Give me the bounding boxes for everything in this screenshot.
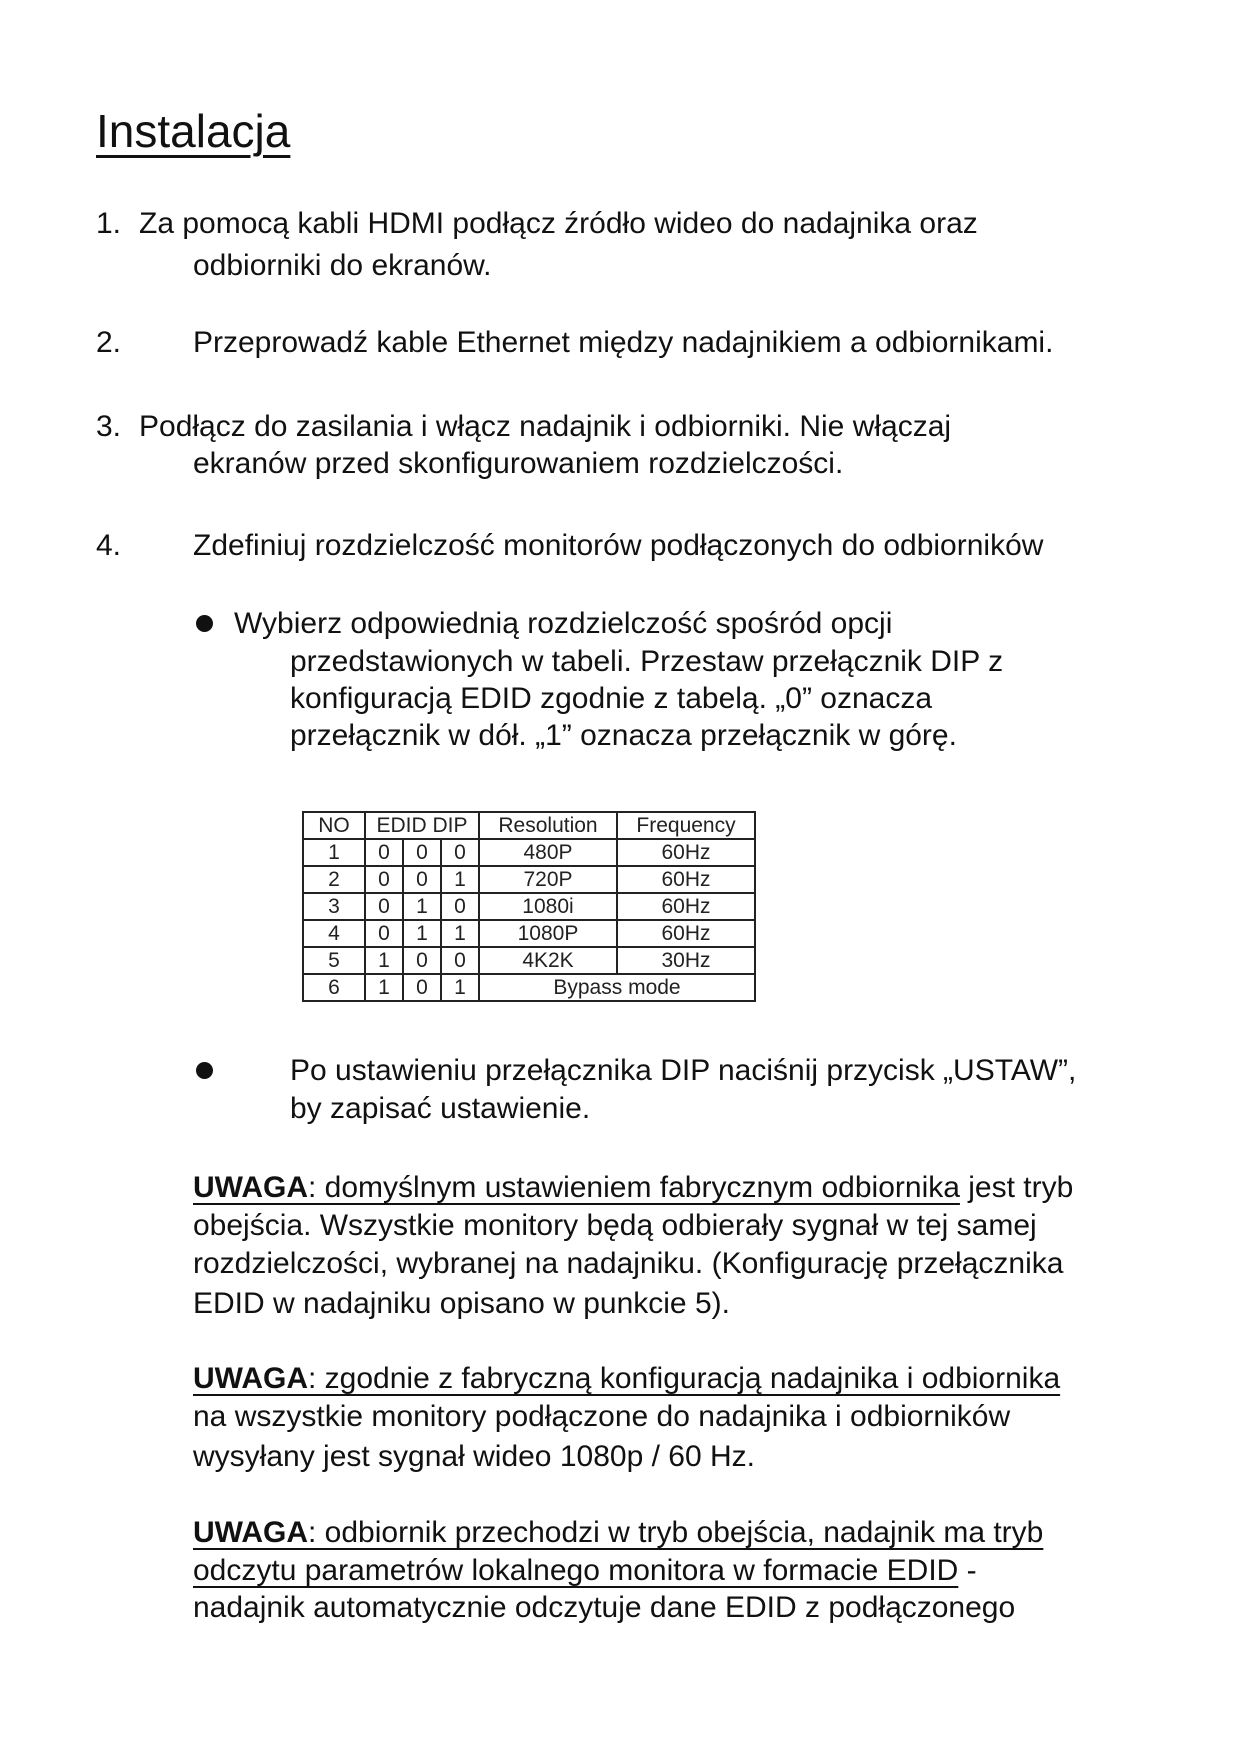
cell-dip: 1	[441, 920, 479, 947]
cell-dip: 0	[441, 893, 479, 920]
note-underlined-text: : zgodnie z fabryczną konfiguracją nadajnika i odbiornika	[308, 1362, 1061, 1395]
table-row	[303, 893, 755, 920]
cell-frequency: 60Hz	[617, 866, 755, 893]
step-number: 3.	[96, 410, 122, 443]
note-text: wysyłany jest sygnał wideo 1080p / 60 Hz.	[193, 1440, 755, 1473]
note-label: UWAGA	[193, 1516, 308, 1549]
cell-dip: 1	[365, 974, 403, 1001]
table-row	[303, 947, 755, 974]
cell-no: 1	[303, 839, 365, 866]
bullet-text: Wybierz odpowiednią rozdzielczość spośród opcji	[234, 607, 893, 640]
table-header-row	[303, 812, 755, 839]
cell-resolution: 1080P	[479, 920, 617, 947]
note-underlined-text: odczytu parametrów lokalnego monitora w formacie EDID	[193, 1554, 959, 1587]
cell-no: 5	[303, 947, 365, 974]
cell-dip: 0	[365, 893, 403, 920]
table-row	[303, 974, 755, 1001]
cell-no: 2	[303, 866, 365, 893]
table-row	[303, 839, 755, 866]
cell-dip: 1	[441, 974, 479, 1001]
cell-dip: 0	[403, 866, 441, 893]
step-text: odbiorniki do ekranów.	[193, 249, 492, 282]
bullet-text: Po ustawieniu przełącznika DIP naciśnij przycisk „USTAW”,	[290, 1054, 1077, 1087]
cell-no: 6	[303, 974, 365, 1001]
step-text: Podłącz do zasilania i włącz nadajnik i odbiorniki. Nie włączaj	[139, 410, 952, 443]
header-frequency: Frequency	[617, 812, 755, 839]
cell-dip: 0	[365, 839, 403, 866]
step-text: Za pomocą kabli HDMI podłącz źródło wideo do nadajnika oraz	[139, 207, 978, 240]
header-resolution: Resolution	[479, 812, 617, 839]
note-underlined-text: : domyślnym ustawieniem fabrycznym odbiornika	[308, 1171, 960, 1204]
note-underlined-text: : odbiornik przechodzi w tryb obejścia, nadajnik ma tryb	[308, 1516, 1044, 1549]
note-first-line	[193, 1514, 1043, 1552]
cell-frequency: 30Hz	[617, 947, 755, 974]
step-text: Zdefiniuj rozdzielczość monitorów podłączonych do odbiorników	[193, 529, 1044, 562]
note-label: UWAGA	[193, 1362, 308, 1395]
step-number: 2.	[96, 326, 122, 359]
step-text: ekranów przed skonfigurowaniem rozdzielczości.	[193, 447, 844, 480]
cell-frequency: 60Hz	[617, 893, 755, 920]
note-text: -	[958, 1554, 977, 1587]
cell-dip: 1	[403, 920, 441, 947]
bullet-icon	[196, 615, 213, 632]
note-first-line	[193, 1360, 1060, 1398]
cell-resolution: 1080i	[479, 893, 617, 920]
bullet-text: konfiguracją EDID zgodnie z tabelą. „0” oznacza	[290, 682, 933, 715]
cell-dip: 0	[365, 920, 403, 947]
note-label: UWAGA	[193, 1171, 308, 1204]
note-text: na wszystkie monitory podłączone do nadajnika i odbiorników	[193, 1400, 1011, 1433]
bullet-text: przedstawionych w tabeli. Przestaw przełącznik DIP z	[290, 645, 1004, 678]
cell-no: 3	[303, 893, 365, 920]
note-text: jest tryb	[959, 1171, 1074, 1204]
cell-frequency: 60Hz	[617, 839, 755, 866]
cell-resolution: 480P	[479, 839, 617, 866]
cell-dip: 0	[403, 839, 441, 866]
step-number: 4.	[96, 529, 122, 562]
edid-dip-table	[302, 811, 756, 1002]
note-first-line	[193, 1169, 1073, 1207]
cell-frequency: 60Hz	[617, 920, 755, 947]
bullet-text: by zapisać ustawienie.	[290, 1092, 591, 1125]
note-text: rozdzielczości, wybranej na nadajniku. (Konfigurację przełącznika	[193, 1247, 1064, 1280]
page-title: Instalacja	[96, 105, 291, 157]
note-second-line	[193, 1552, 977, 1590]
cell-dip: 0	[441, 839, 479, 866]
note-text: EDID w nadajniku opisano w punkcie 5).	[193, 1287, 730, 1320]
table-row	[303, 920, 755, 947]
cell-dip: 0	[403, 947, 441, 974]
cell-dip: 0	[403, 974, 441, 1001]
header-no: NO	[303, 812, 365, 839]
bullet-icon	[196, 1062, 213, 1079]
cell-bypass-mode: Bypass mode	[479, 974, 755, 1001]
cell-dip: 1	[365, 947, 403, 974]
cell-resolution: 720P	[479, 866, 617, 893]
bullet-text: przełącznik w dół. „1” oznacza przełącznik w górę.	[290, 719, 957, 752]
cell-dip: 1	[403, 893, 441, 920]
cell-dip: 0	[441, 947, 479, 974]
table-row	[303, 866, 755, 893]
cell-no: 4	[303, 920, 365, 947]
cell-dip: 1	[441, 866, 479, 893]
step-number: 1.	[96, 207, 122, 240]
step-text: Przeprowadź kable Ethernet między nadajnikiem a odbiornikami.	[193, 326, 1054, 359]
header-edid-dip: EDID DIP	[365, 812, 479, 839]
cell-resolution: 4K2K	[479, 947, 617, 974]
note-text: nadajnik automatycznie odczytuje dane EDID z podłączonego	[193, 1591, 1016, 1624]
cell-dip: 0	[365, 866, 403, 893]
note-text: obejścia. Wszystkie monitory będą odbierały sygnał w tej samej	[193, 1209, 1037, 1242]
